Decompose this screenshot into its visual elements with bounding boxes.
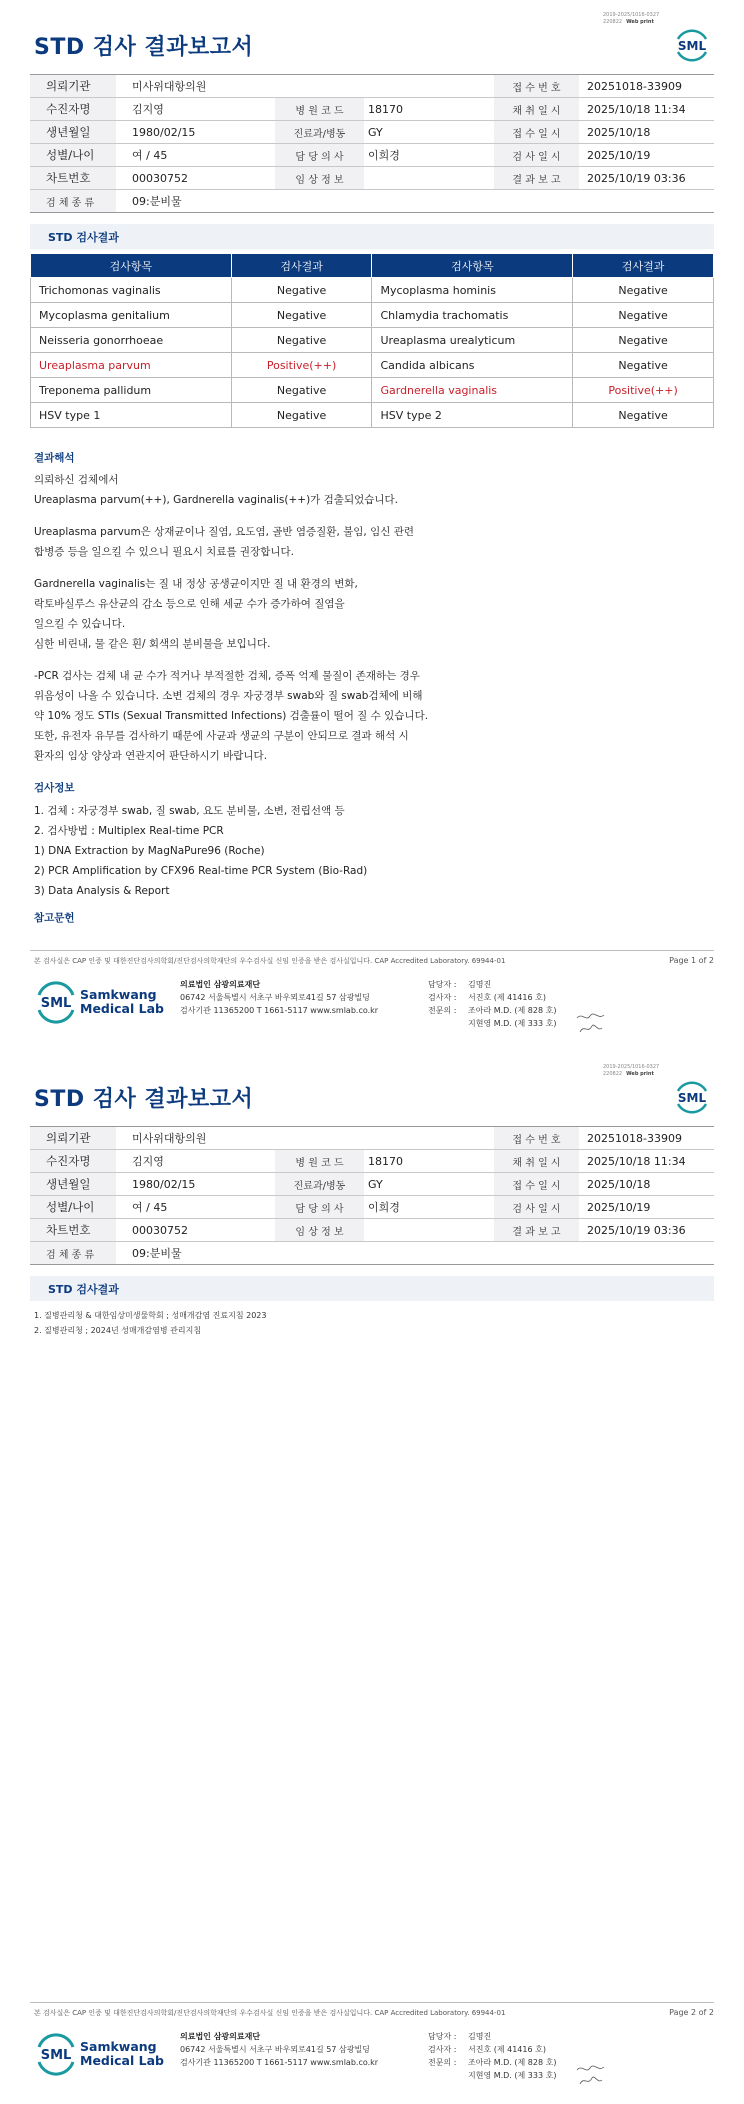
- interpretation-line: 약 10% 정도 STIs (Sexual Transmitted Infections) 검출률이 떨어 질 수 있습니다.: [34, 710, 429, 722]
- test-name: HSV type 1: [31, 403, 232, 428]
- test-name: Mycoplasma hominis: [372, 278, 573, 303]
- value-department: GY: [368, 1177, 383, 1191]
- value-test-date: 2025/10/19: [587, 148, 651, 162]
- test-info-line: 1) DNA Extraction by MagNaPure96 (Roche): [34, 845, 265, 857]
- test-name: Chlamydia trachomatis: [372, 303, 573, 328]
- value-report-time: 2025/10/19 03:36: [587, 171, 686, 185]
- footer-block: [0, 2028, 744, 2098]
- label-hospital-code: 병 원 코 드: [275, 1150, 364, 1172]
- label-patient-name: 수진자명: [30, 98, 116, 120]
- test-name: HSV type 2: [372, 403, 573, 428]
- value-chart-no: 00030752: [132, 1223, 188, 1237]
- label-clinical-info: 임 상 정 보: [275, 167, 364, 189]
- label-doctor: 담 당 의 사: [275, 1196, 364, 1218]
- value-clinical-info: [364, 167, 494, 189]
- test-name: Trichomonas vaginalis: [31, 278, 232, 303]
- value-collected: 2025/10/18 11:34: [587, 102, 686, 116]
- cap-note: 본 검사실은 CAP 인증 및 대한진단검사의학회/진단검사의학재단의 우수검사실 신임 인증을 받은 검사실입니다. CAP Accredited Laboratory. 69944-01: [34, 957, 506, 965]
- label-department: 진료과/병동: [275, 1173, 364, 1195]
- results-row: [31, 378, 714, 403]
- value-patient-name: 김지영: [132, 1155, 164, 1168]
- report-page-2: [0, 1052, 744, 2104]
- label-collected: 채 취 일 시: [494, 98, 579, 120]
- staff-list: 담당자 : 김명진 검사자 : 서진호 (제 41416 호) 전문의 : 조아라 M.D. (제 828 호) 지현영 M.D. (제 333 호): [428, 980, 557, 1028]
- staff-list: 담당자 : 김명진 검사자 : 서진호 (제 41416 호) 전문의 : 조아라 M.D. (제 828 호) 지현영 M.D. (제 333 호): [428, 2032, 557, 2080]
- stamp-line: 220822: [603, 19, 623, 25]
- results-table: [30, 253, 714, 428]
- sml-logo-icon: [673, 26, 711, 64]
- value-report-time: 2025/10/19 03:36: [587, 1223, 686, 1237]
- label-receipt-no: 접 수 번 호: [494, 75, 579, 97]
- test-name: Ureaplasma parvum: [31, 353, 232, 378]
- test-result: Negative: [573, 353, 714, 378]
- interpretation-paragraph: [34, 574, 694, 654]
- reference-item: 2. 질병관리청 ; 2024년 성매개감염병 관리지침: [34, 1326, 202, 1335]
- label-collected: 채 취 일 시: [494, 1150, 579, 1172]
- stamp-print: Web print: [626, 1071, 654, 1077]
- label-specimen: 검 체 종 류: [30, 190, 116, 212]
- patient-info-table: [30, 1126, 714, 1265]
- report-title: STD 검사 결과보고서: [34, 1087, 254, 1112]
- references-title: 참고문헌: [34, 912, 75, 924]
- interpretation-paragraph: [34, 666, 694, 766]
- interpretation-line: -PCR 검사는 검체 내 균 수가 적거나 부적절한 검체, 증폭 억제 물질이 존재하는 경우: [34, 670, 420, 682]
- report-title: STD 검사 결과보고서: [34, 35, 254, 60]
- logo-text: SML: [677, 39, 707, 53]
- interpretation-line: 위음성이 나올 수 있습니다. 소변 검체의 경우 자궁경부 swab와 질 swab검체에 비해: [34, 690, 423, 702]
- results-row: [31, 328, 714, 353]
- results-row: [31, 353, 714, 378]
- value-birthdate: 1980/02/15: [132, 1177, 196, 1191]
- test-result: Negative: [231, 378, 372, 403]
- label-sex-age: 성별/나이: [30, 1196, 116, 1218]
- interpretation-line: 락토바실루스 유산균의 감소 등으로 인해 세균 수가 증가하여 질염을: [34, 598, 345, 610]
- results-header: 검사항목: [372, 254, 573, 278]
- label-hospital-code: 병 원 코 드: [275, 98, 364, 120]
- test-result: Negative: [573, 328, 714, 353]
- value-hospital-code: 18170: [368, 102, 403, 116]
- label-chart-no: 차트번호: [30, 167, 116, 189]
- value-hospital-code: 18170: [368, 1154, 403, 1168]
- label-patient-name: 수진자명: [30, 1150, 116, 1172]
- test-name: Mycoplasma genitalium: [31, 303, 232, 328]
- sml-logo-icon: [673, 1078, 711, 1116]
- interpretation-title: 결과해석: [34, 452, 75, 464]
- patient-info-table: [30, 74, 714, 213]
- references-list: [34, 1308, 266, 1338]
- stamp-print: Web print: [626, 19, 654, 25]
- stamp-line: 220822: [603, 1071, 623, 1077]
- label-report-time: 결 과 보 고: [494, 167, 579, 189]
- value-sex-age: 여 / 45: [132, 149, 168, 162]
- test-name: Candida albicans: [372, 353, 573, 378]
- page-number: Page 2 of 2: [669, 2008, 714, 2017]
- interpretation-line: Gardnerella vaginalis는 질 내 정상 공생균이지만 질 내 환경의 변화,: [34, 578, 358, 590]
- cap-note: 본 검사실은 CAP 인증 및 대한진단검사의학회/진단검사의학재단의 우수검사실 신임 인증을 받은 검사실입니다. CAP Accredited Laboratory. 69944-01: [34, 2009, 506, 2017]
- test-result: Negative: [231, 303, 372, 328]
- interpretation-line: 또한, 유전자 유무를 검사하기 때문에 사균과 생균의 구분이 안되므로 결과 해석 시: [34, 730, 409, 742]
- brand-name: Samkwang Medical Lab: [80, 2039, 164, 2068]
- results-header: 검사항목: [31, 254, 232, 278]
- test-result: Positive(++): [231, 353, 372, 378]
- interpretation-paragraph: [34, 470, 694, 510]
- label-requester: 의뢰기관: [30, 75, 116, 97]
- test-result: Negative: [573, 403, 714, 428]
- footer-block: [0, 976, 744, 1046]
- test-result: Negative: [231, 328, 372, 353]
- logo-text: SML: [677, 1091, 707, 1105]
- value-received: 2025/10/18: [587, 125, 651, 139]
- value-receipt-no: 20251018-33909: [587, 1131, 682, 1145]
- label-doctor: 담 당 의 사: [275, 144, 364, 166]
- results-row: [31, 303, 714, 328]
- value-specimen: 09:분비물: [132, 195, 182, 208]
- test-info-text: [34, 801, 694, 901]
- results-section-title: STD 검사결과: [30, 224, 714, 249]
- label-receipt-no: 접 수 번 호: [494, 1127, 579, 1149]
- results-row: [31, 278, 714, 303]
- value-requester: 미사위대항의원: [132, 1132, 207, 1145]
- test-name: Neisseria gonorrhoeae: [31, 328, 232, 353]
- sml-footer-logo-icon: [34, 2032, 78, 2076]
- test-result: Negative: [231, 278, 372, 303]
- value-receipt-no: 20251018-33909: [587, 79, 682, 93]
- logo-text: SML: [40, 996, 72, 1011]
- label-received: 접 수 일 시: [494, 121, 579, 143]
- results-header: 검사결과: [231, 254, 372, 278]
- value-specimen: 09:분비물: [132, 1247, 182, 1260]
- label-requester: 의뢰기관: [30, 1127, 116, 1149]
- test-name: Gardnerella vaginalis: [372, 378, 573, 403]
- label-birthdate: 생년월일: [30, 1173, 116, 1195]
- value-chart-no: 00030752: [132, 171, 188, 185]
- value-requester: 미사위대항의원: [132, 80, 207, 93]
- interpretation-line: 의뢰하신 검체에서: [34, 474, 119, 486]
- test-result: Negative: [573, 303, 714, 328]
- value-sex-age: 여 / 45: [132, 1201, 168, 1214]
- signature-image: [574, 1010, 608, 1038]
- label-department: 진료과/병동: [275, 121, 364, 143]
- interpretation-line: 환자의 임상 양상과 연관지어 판단하시기 바랍니다.: [34, 750, 268, 762]
- stamp-line: 2019-2025/1016-0327: [603, 12, 660, 18]
- interpretation-line: Ureaplasma parvum은 상재균이나 질염, 요도염, 골반 염증질환, 불임, 임신 관련: [34, 526, 415, 538]
- test-name: Ureaplasma urealyticum: [372, 328, 573, 353]
- interpretation-line: 일으킬 수 있습니다.: [34, 618, 126, 630]
- org-info: 의료법인 삼광의료재단 06742 서울특별시 서초구 바우뫼로41길 57 삼광빌딩 검사기관 11365200 T 1661-5117 www.smlab.co.kr: [180, 980, 379, 1015]
- stamp-line: 2019-2025/1016-0327: [603, 1064, 660, 1070]
- print-stamp: [603, 12, 659, 26]
- interpretation-text: [34, 470, 694, 778]
- test-info-line: 1. 검체 : 자궁경부 swab, 질 swab, 요도 분비물, 소변, 전립선액 등: [34, 805, 345, 817]
- value-doctor: 이희경: [368, 149, 400, 162]
- interpretation-line: Ureaplasma parvum(++), Gardnerella vaginalis(++)가 검출되었습니다.: [34, 494, 398, 506]
- test-result: Positive(++): [573, 378, 714, 403]
- interpretation-line: 심한 비린내, 물 같은 흰/ 회색의 분비물을 보입니다.: [34, 638, 271, 650]
- test-result: Negative: [573, 278, 714, 303]
- value-department: GY: [368, 125, 383, 139]
- print-stamp: [603, 1064, 659, 1078]
- label-specimen: 검 체 종 류: [30, 1242, 116, 1264]
- label-test-date: 검 사 일 시: [494, 1196, 579, 1218]
- test-info-line: 2. 검사방법 : Multiplex Real-time PCR: [34, 825, 224, 837]
- value-doctor: 이희경: [368, 1201, 400, 1214]
- org-info: 의료법인 삼광의료재단 06742 서울특별시 서초구 바우뫼로41길 57 삼광빌딩 검사기관 11365200 T 1661-5117 www.smlab.co.kr: [180, 2032, 379, 2067]
- label-birthdate: 생년월일: [30, 121, 116, 143]
- value-clinical-info: [364, 1219, 494, 1241]
- brand-name: Samkwang Medical Lab: [80, 987, 164, 1016]
- value-received: 2025/10/18: [587, 1177, 651, 1191]
- label-clinical-info: 임 상 정 보: [275, 1219, 364, 1241]
- test-name: Treponema pallidum: [31, 378, 232, 403]
- results-section-title: STD 검사결과: [30, 1276, 714, 1301]
- label-sex-age: 성별/나이: [30, 144, 116, 166]
- test-info-line: 2) PCR Amplification by CFX96 Real-time PCR System (Bio-Rad): [34, 865, 368, 877]
- value-collected: 2025/10/18 11:34: [587, 1154, 686, 1168]
- sml-footer-logo-icon: [34, 980, 78, 1024]
- label-received: 접 수 일 시: [494, 1173, 579, 1195]
- label-test-date: 검 사 일 시: [494, 144, 579, 166]
- value-patient-name: 김지영: [132, 103, 164, 116]
- value-birthdate: 1980/02/15: [132, 125, 196, 139]
- page-number: Page 1 of 2: [669, 956, 714, 965]
- results-header: 검사결과: [573, 254, 714, 278]
- label-report-time: 결 과 보 고: [494, 1219, 579, 1241]
- value-test-date: 2025/10/19: [587, 1200, 651, 1214]
- results-row: [31, 403, 714, 428]
- interpretation-paragraph: [34, 522, 694, 562]
- logo-text: SML: [40, 2048, 72, 2063]
- reference-item: 1. 질병관리청 & 대한임상미생물학회 ; 성매개감염 진료지침 2023: [34, 1311, 267, 1320]
- test-result: Negative: [231, 403, 372, 428]
- test-info-title: 검사정보: [34, 782, 75, 794]
- label-chart-no: 차트번호: [30, 1219, 116, 1241]
- signature-image: [574, 2062, 608, 2090]
- test-info-line: 3) Data Analysis & Report: [34, 885, 170, 897]
- interpretation-line: 합병증 등을 일으킬 수 있으니 필요시 치료를 권장합니다.: [34, 546, 294, 558]
